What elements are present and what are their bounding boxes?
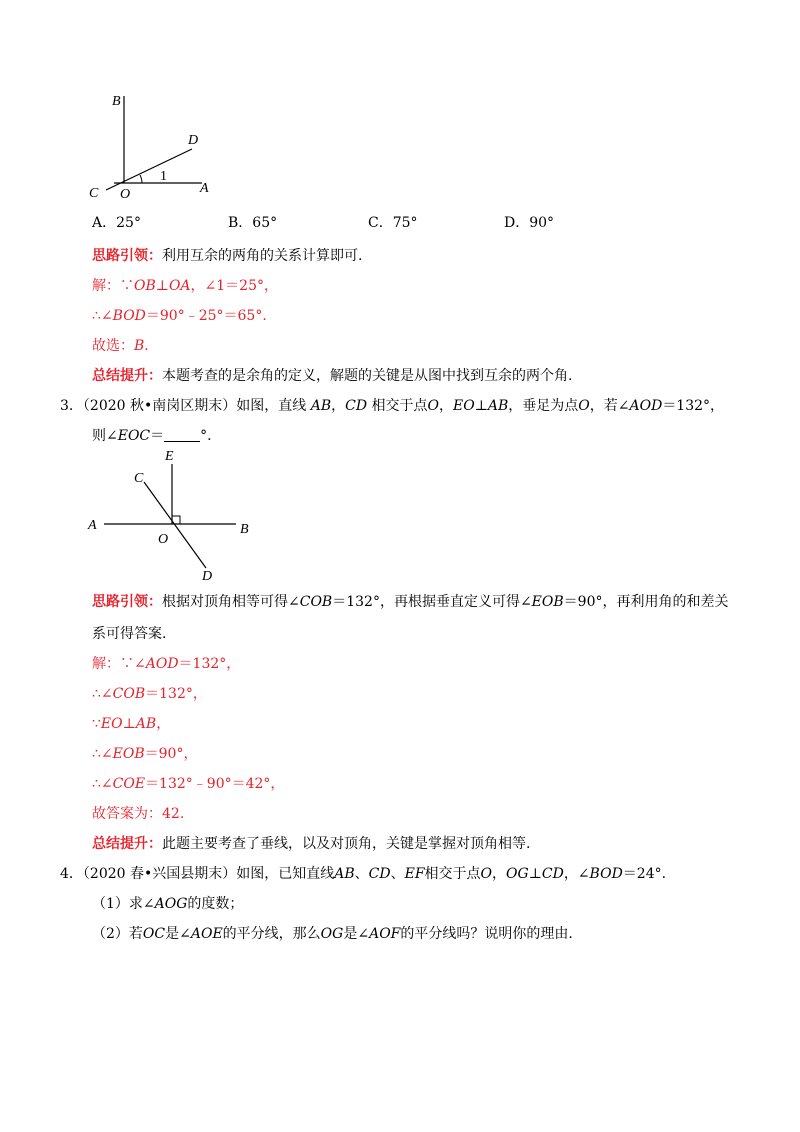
option-b: B．65° [228, 215, 278, 231]
q3-solution-line-3: ∵EO⊥AB， [92, 716, 171, 732]
label-a2: A [88, 518, 97, 533]
q3-hint-line-2: 系可得答案. [92, 626, 167, 642]
label-c: C [89, 186, 99, 201]
label-angle-1: 1 [160, 169, 167, 184]
q4-part-1: （1）求∠AOG的度数； [92, 896, 244, 912]
q2-solution-line-3: 故选：B. [92, 338, 149, 354]
label-o2: O [158, 532, 169, 547]
q3-hint-line-1: 思路引领：根据对顶角相等可得∠COB＝132°，再根据垂直定义可得∠EOB＝90°，再利用角的和差关 [92, 594, 729, 610]
q3-stem-line-2: 则∠EOC＝ °. [92, 428, 212, 444]
label-d2: D [202, 569, 213, 583]
label-b2: B [240, 522, 249, 537]
label-e: E [165, 449, 174, 464]
q2-solution-line-2: ∴∠BOD＝90°﹣25°＝65°. [92, 308, 267, 324]
q3-summary: 总结提升：此题主要考查了垂线，以及对顶角，关键是掌握对顶角相等. [92, 836, 531, 852]
answer-blank [164, 427, 200, 442]
q2-solution-line-1: 解：∵OB⊥OA，∠1＝25°， [92, 278, 278, 294]
q4-stem: 4．（2020 春•兴国县期末）如图，已知直线AB、CD、EF相交于点O，OG⊥CD，∠BOD＝24°. [60, 866, 667, 882]
q2-hint: 思路引领：利用互余的两角的关系计算即可. [92, 248, 363, 264]
option-d: D．90° [504, 215, 555, 231]
q4-part-2: （2）若OC是∠AOE的平分线，那么OG是∠AOF的平分线吗？说明你的理由. [92, 926, 573, 942]
q3-solution-line-5: ∴∠COE＝132°﹣90°＝42°， [92, 776, 285, 792]
q3-solution-line-2: ∴∠COB＝132°， [92, 686, 207, 702]
option-a: A．25° [92, 215, 141, 231]
q3-solution-line-6: 故答案为：42. [92, 806, 185, 822]
label-a: A [200, 181, 209, 196]
q3-solution-line-1: 解：∵∠AOD＝132°， [92, 656, 241, 672]
label-d: D [188, 133, 199, 148]
q3-stem-line-1: 3．（2020 秋•南岗区期末）如图，直线 AB，CD 相交于点O，EO⊥AB，垂足为点O，若∠AOD＝132°， [60, 398, 725, 414]
option-c: C．75° [368, 215, 418, 231]
figure-perpendicular-lines [86, 448, 266, 583]
figure-angle-1 [84, 88, 224, 203]
q2-summary: 总结提升：本题考查的是余角的定义，解题的关键是从图中找到互余的两个角. [92, 368, 573, 384]
label-c2: C [134, 471, 144, 486]
label-b: B [112, 94, 121, 109]
q3-solution-line-4: ∴∠EOB＝90°， [92, 746, 198, 762]
label-o: O [120, 187, 131, 202]
